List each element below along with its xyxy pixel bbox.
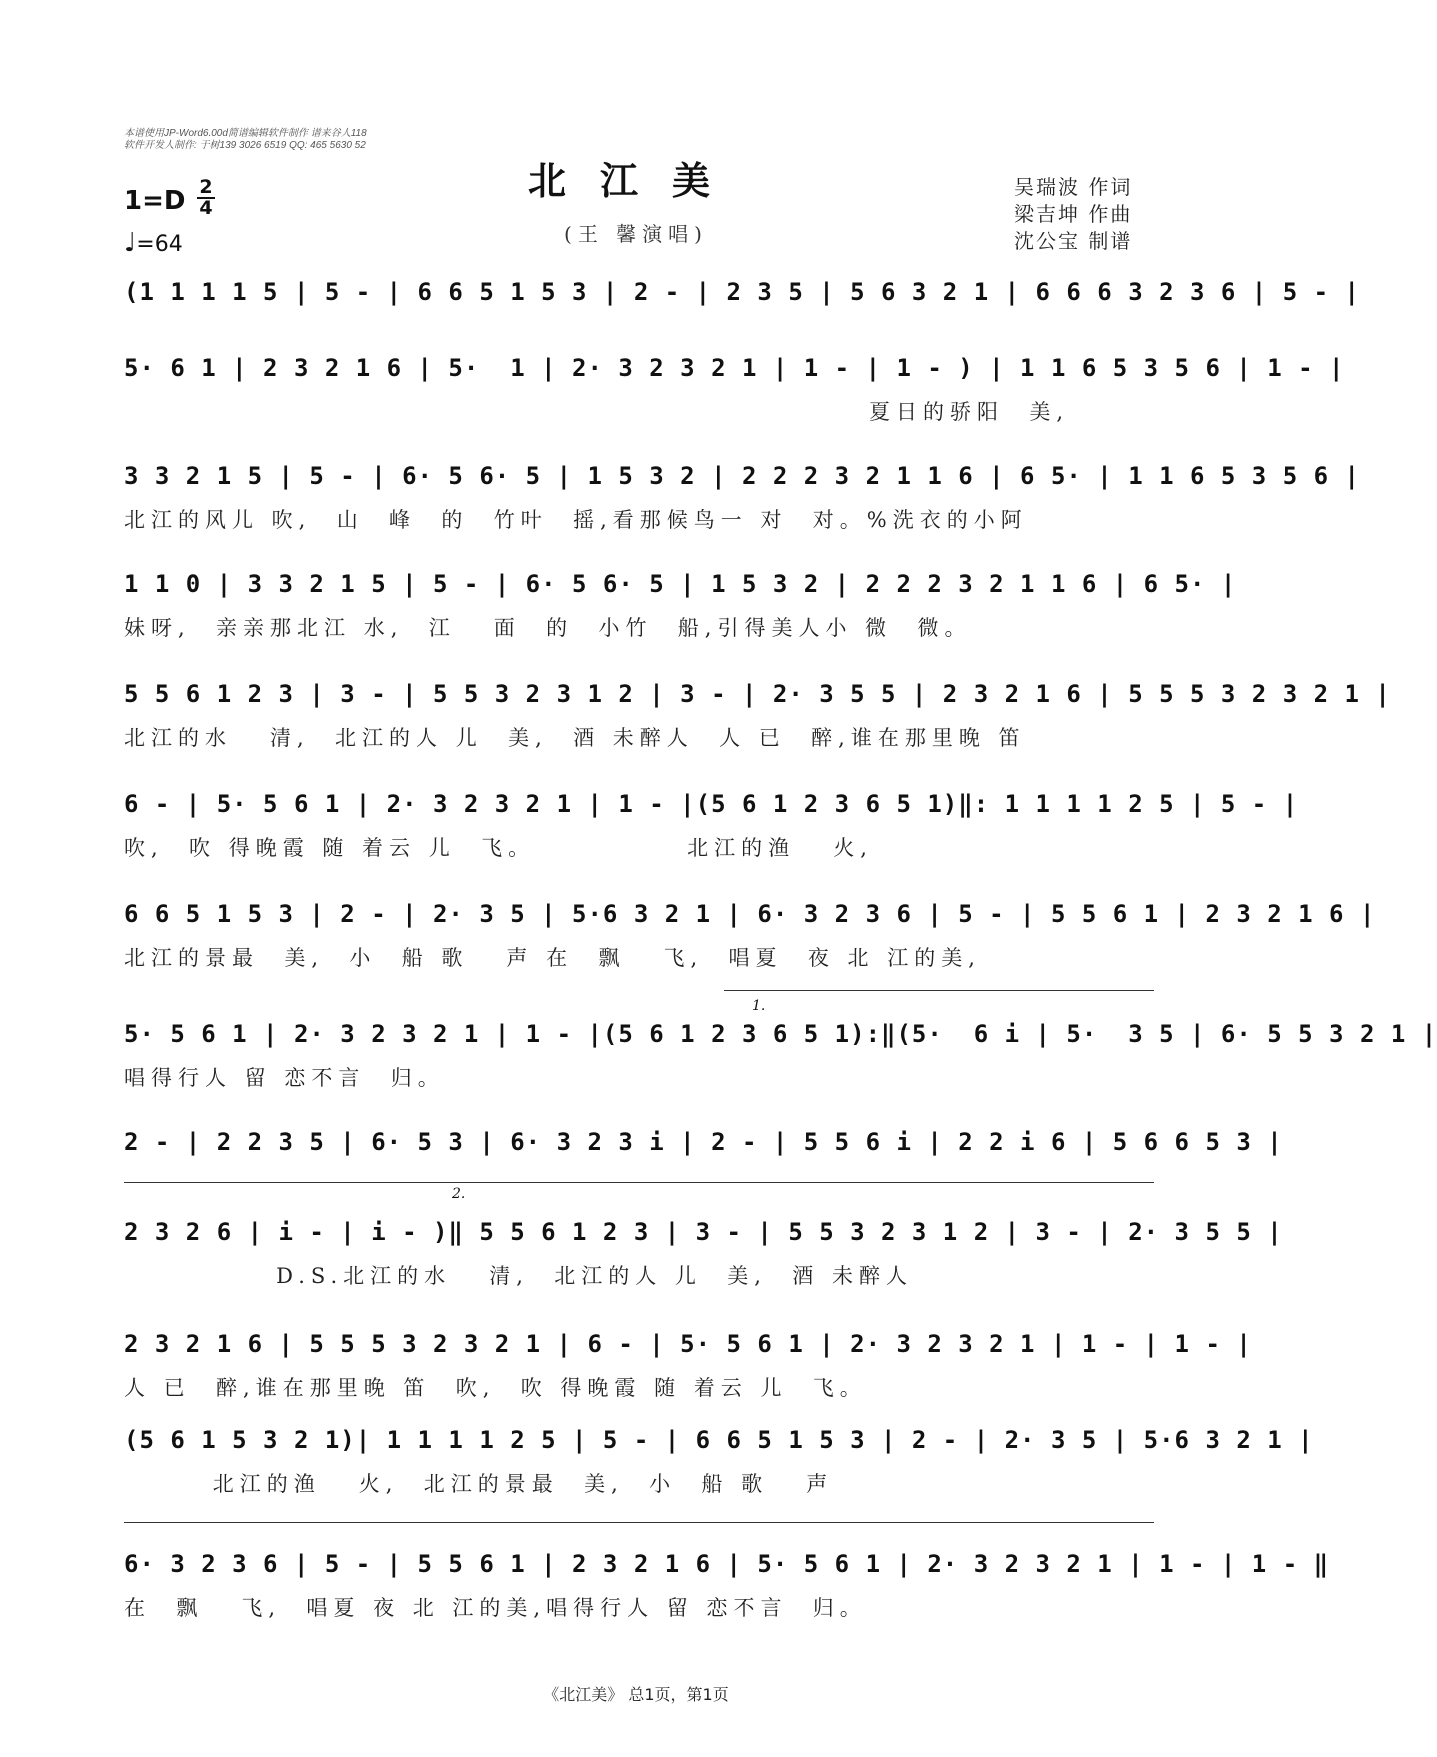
score-system-7 — [124, 900, 1376, 972]
lyric-line: 北江的风儿 吹, 山 峰 的 竹叶 摇,看那候鸟一 对 对。%洗衣的小阿 — [124, 508, 1028, 532]
notation-line: 5 5 6 1 2 3 | 3 - | 5 5 3 2 3 1 2 | 3 - | 2· 3 5 5 | 2 3 2 1 6 | 5 5 5 3 2 3 2 1 | — [124, 680, 1391, 708]
score-system-11 — [124, 1330, 1252, 1402]
lyric-line: 人 已 醉,谁在那里晚 笛 吹, 吹 得晚霞 随 着云 儿 飞。 — [124, 1376, 867, 1400]
phrase-line — [124, 1522, 1154, 1523]
time-signature-bottom: 4 — [199, 197, 213, 219]
page-footer: 《北江美》 总1页，第1页 — [543, 1685, 729, 1704]
score-system-5 — [124, 680, 1391, 752]
volta-2-label: 2. — [452, 1186, 466, 1202]
volta-1-bracket — [724, 990, 1154, 991]
quarter-note-icon: ♩ — [124, 228, 137, 258]
lyric-line: D.S.北江的水 清, 北江的人 儿 美, 酒 未醉人 — [124, 1264, 913, 1288]
notation-line: 5· 6 1 | 2 3 2 1 6 | 5· 1 | 2· 3 2 3 2 1 | 1 - | 1 - ) | 1 1 6 5 3 5 6 | 1 - | — [124, 354, 1345, 382]
lyric-line: 北江的渔 火, 北江的景最 美, 小 船 歌 声 — [124, 1472, 834, 1496]
composer-credit: 梁吉坤 作曲 — [1014, 202, 1133, 226]
score-system-6 — [124, 790, 1299, 862]
credits — [1014, 174, 1132, 255]
score-system-13 — [124, 1550, 1330, 1622]
notation-line: 3 3 2 1 5 | 5 - | 6· 5 6· 5 | 1 5 3 2 | 2 2 2 3 2 1 1 6 | 6 5· | 1 1 6 5 3 5 6 | — [124, 462, 1360, 490]
notation-line: 2 3 2 1 6 | 5 5 5 3 2 3 2 1 | 6 - | 5· 5 6 1 | 2· 3 2 3 2 1 | 1 - | 1 - | — [124, 1330, 1252, 1358]
lyric-line: 吹, 吹 得晚霞 随 着云 儿 飞。 北江的渔 火, — [124, 836, 873, 860]
notation-line: (1 1 1 1 5 | 5 - | 6 6 5 1 5 3 | 2 - | 2 3 5 | 5 6 3 2 1 | 6 6 6 3 2 3 6 | 5 - | — [124, 278, 1360, 306]
score-system-12 — [124, 1426, 1314, 1498]
volta-1-label: 1. — [752, 998, 766, 1014]
transcriber-credit: 沈公宝 制谱 — [1014, 229, 1133, 253]
volta-1-end-line — [124, 1182, 1154, 1183]
notation-line: 2 3 2 6 | i - | i - )‖ 5 5 6 1 2 3 | 3 - | 5 5 3 2 3 1 2 | 3 - | 2· 3 5 5 | — [124, 1218, 1283, 1246]
tempo-marking — [124, 228, 183, 258]
score-system-4 — [124, 570, 1237, 642]
score-system-8 — [124, 1020, 1437, 1092]
notation-line: 6 - | 5· 5 6 1 | 2· 3 2 3 2 1 | 1 - |(5 6 1 2 3 6 5 1)‖: 1 1 1 1 2 5 | 5 - | — [124, 790, 1299, 818]
lyric-line: 在 飘 飞, 唱夏 夜 北 江的美,唱得行人 留 恋不言 归。 — [124, 1596, 867, 1620]
lyric-line: 北江的景最 美, 小 船 歌 声 在 飘 飞, 唱夏 夜 北 江的美, — [124, 946, 981, 970]
lyric-line: 唱得行人 留 恋不言 归。 — [124, 1066, 445, 1090]
score-system-10 — [124, 1218, 1283, 1290]
notation-line: 2 - | 2 2 3 5 | 6· 5 3 | 6· 3 2 3 i | 2 - | 5 5 6 i | 2 2 i 6 | 5 6 6 5 3 | — [124, 1128, 1283, 1156]
score-system-3 — [124, 462, 1360, 534]
score-system-1 — [124, 278, 1360, 320]
time-signature-top: 2 — [199, 176, 213, 198]
lyric-line: 夏日的骄阳 美, — [869, 400, 1070, 424]
notation-line: 1 1 0 | 3 3 2 1 5 | 5 - | 6· 5 6· 5 | 1 5 3 2 | 2 2 2 3 2 1 1 6 | 6 5· | — [124, 570, 1237, 598]
lyric-line: 妹呀, 亲亲那北江 水, 江 面 的 小竹 船,引得美人小 微 微。 — [124, 616, 972, 640]
key-signature: 1=D — [124, 186, 186, 216]
lyricist-credit: 吴瑞波 作词 — [1014, 175, 1133, 199]
score-system-9 — [124, 1128, 1283, 1170]
time-signature — [196, 178, 216, 218]
song-subtitle: (王 馨演唱) — [564, 222, 708, 246]
lyric-line: 北江的水 清, 北江的人 儿 美, 酒 未醉人 人 已 醉,谁在那里晚 笛 — [124, 726, 1026, 750]
song-title: 北江美 — [527, 158, 744, 203]
software-credit-line2: 软件开发人制作: 于树139 3026 6519 QQ: 465 5630 52 — [124, 140, 366, 151]
score-system-2 — [124, 354, 1345, 426]
notation-line: (5 6 1 5 3 2 1)| 1 1 1 1 2 5 | 5 - | 6 6 5 1 5 3 | 2 - | 2· 3 5 | 5·6 3 2 1 | — [124, 1426, 1314, 1454]
notation-line: 6 6 5 1 5 3 | 2 - | 2· 3 5 | 5·6 3 2 1 | 6· 3 2 3 6 | 5 - | 5 5 6 1 | 2 3 2 1 6 | — [124, 900, 1376, 928]
software-credit-line1: 本谱使用JP-Word6.00d简谱编辑软件制作 谱来谷人118 — [124, 128, 367, 139]
notation-line: 5· 5 6 1 | 2· 3 2 3 2 1 | 1 - |(5 6 1 2 3 6 5 1):‖(5· 6 i | 5· 3 5 | 6· 5 5 3 2 1 | — [124, 1020, 1437, 1048]
tempo-value: =64 — [136, 232, 183, 257]
notation-line: 6· 3 2 3 6 | 5 - | 5 5 6 1 | 2 3 2 1 6 | 5· 5 6 1 | 2· 3 2 3 2 1 | 1 - | 1 - ‖ — [124, 1550, 1330, 1578]
